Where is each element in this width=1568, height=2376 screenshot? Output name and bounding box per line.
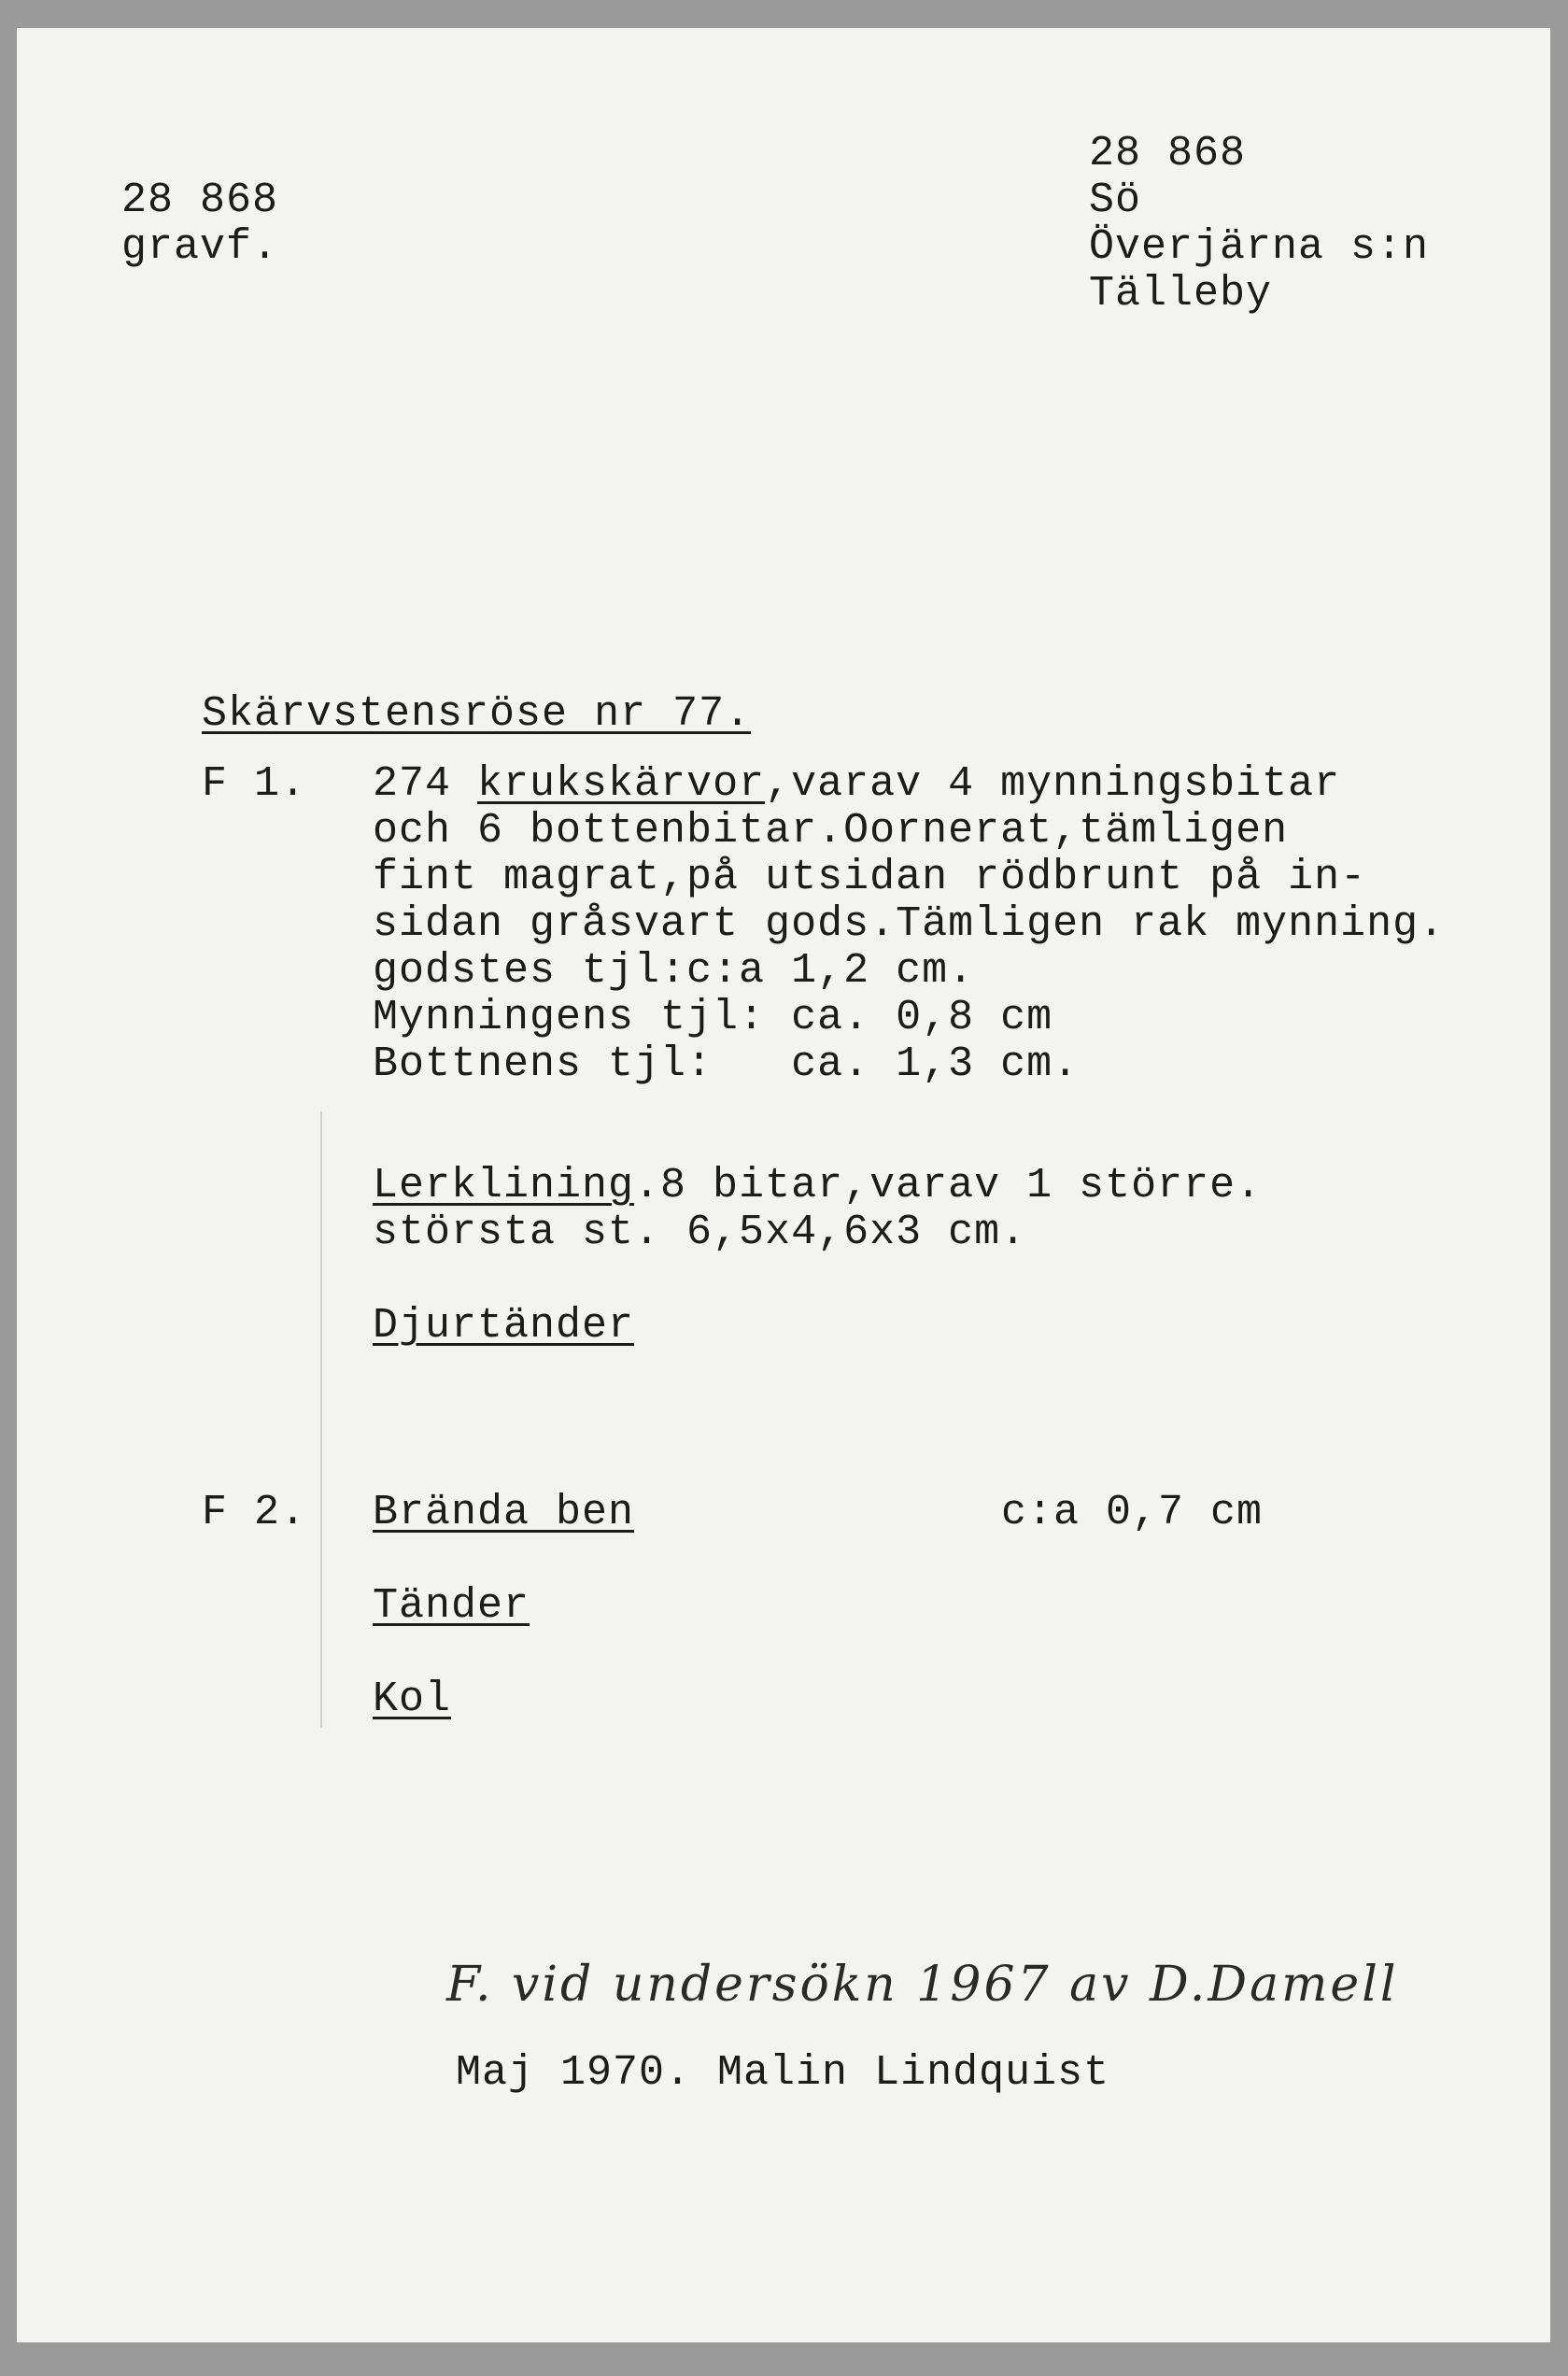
- f1-line-6: Mynningens tjl: ca. 0,8 cm: [373, 994, 1053, 1041]
- djurtander-term: Djurtänder: [373, 1302, 635, 1350]
- signature-line: Maj 1970. Malin Lindquist: [456, 2049, 1110, 2097]
- handwritten-note: F. vid undersökn 1967 av D.Damell: [446, 1957, 1399, 2013]
- right-parish: Överjärna s:n: [1089, 223, 1430, 271]
- f1-line-2: och 6 bottenbitar.Oornerat,tämligen: [373, 807, 1289, 855]
- f1-line-1: 274 krukskärvor,varav 4 mynningsbitar: [373, 760, 1341, 808]
- krukskarvor-term: krukskärvor: [477, 760, 766, 808]
- f2-label: F 2.: [202, 1489, 307, 1536]
- lerklining-line-2: största st. 6,5x4,6x3 cm.: [373, 1209, 1027, 1256]
- margin-line: [320, 1111, 322, 1728]
- f1-line-7: Bottnens tjl: ca. 1,3 cm.: [373, 1040, 1080, 1088]
- site-title: Skärvstensröse nr 77.: [202, 690, 752, 738]
- f1-label: F 1.: [202, 760, 307, 808]
- kol-term: Kol: [373, 1676, 452, 1723]
- left-find-type: gravf.: [121, 223, 279, 271]
- f1-line-5: godstes tjl:c:a 1,2 cm.: [373, 947, 975, 995]
- left-catalog-number: 28 868: [121, 177, 279, 224]
- catalog-card: [17, 28, 1550, 2342]
- right-region: Sö: [1089, 177, 1142, 224]
- lerklining-term: Lerklining: [373, 1162, 635, 1209]
- f1-line-3: fint magrat,på utsidan rödbrunt på in-: [373, 854, 1367, 901]
- lerklining-line-1: Lerklining.8 bitar,varav 1 större.: [373, 1162, 1263, 1209]
- right-place: Tälleby: [1089, 270, 1273, 318]
- tander-term: Tänder: [373, 1582, 530, 1630]
- right-catalog-number: 28 868: [1089, 130, 1247, 177]
- branda-ben-term: Brända ben: [373, 1489, 635, 1536]
- f2-measure: c:a 0,7 cm: [1001, 1489, 1264, 1536]
- f1-line-4: sidan gråsvart gods.Tämligen rak mynning.: [373, 900, 1446, 948]
